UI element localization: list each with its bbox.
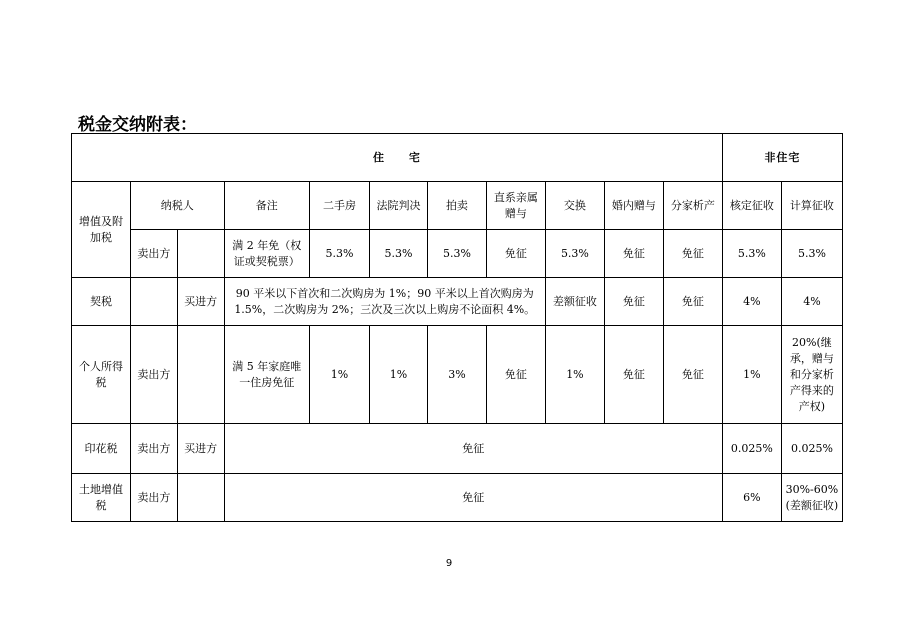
income-calculated-levy: 20%(继承，赠与和分家析产得来的产权) — [781, 326, 842, 424]
income-remark: 满 5 年家庭唯一住房免征 — [224, 326, 309, 424]
deed-row — [72, 278, 843, 326]
land-merged: 免征 — [224, 474, 722, 522]
land-buyer-empty — [177, 474, 224, 522]
residential-header: 住 宅 — [72, 134, 723, 182]
vat-family-split: 免征 — [663, 230, 722, 278]
stamp-merged: 免征 — [224, 424, 722, 474]
stamp-row — [72, 424, 843, 474]
income-marital-gift: 免征 — [604, 326, 663, 424]
vat-calculated-levy: 5.3% — [781, 230, 842, 278]
income-seller: 卖出方 — [130, 326, 177, 424]
deed-buyer: 买进方 — [177, 278, 224, 326]
page-number: 9 — [445, 558, 453, 569]
deed-verified-levy: 4% — [722, 278, 781, 326]
vat-exchange: 5.3% — [545, 230, 604, 278]
land-name: 土地增值税 — [72, 474, 131, 522]
tax-table — [71, 133, 843, 522]
stamp-name: 印花税 — [72, 424, 131, 474]
deed-seller-empty — [130, 278, 177, 326]
deed-name: 契税 — [72, 278, 131, 326]
income-buyer-empty — [177, 326, 224, 424]
vat-seller: 卖出方 — [130, 230, 177, 278]
income-second-hand: 1% — [309, 326, 369, 424]
income-exchange: 1% — [545, 326, 604, 424]
court-header: 法院判决 — [369, 182, 427, 230]
vat-auction: 5.3% — [427, 230, 486, 278]
verified-levy-header: 核定征收 — [722, 182, 781, 230]
calculated-levy-header: 计算征收 — [781, 182, 842, 230]
income-row — [72, 326, 843, 424]
vat-row — [72, 230, 843, 278]
taxpayer-header: 纳税人 — [130, 182, 224, 230]
land-verified-levy: 6% — [722, 474, 781, 522]
stamp-calculated-levy: 0.025% — [781, 424, 842, 474]
land-seller: 卖出方 — [130, 474, 177, 522]
deed-exchange: 差额征收 — [545, 278, 604, 326]
stamp-buyer: 买进方 — [177, 424, 224, 474]
family-split-header: 分家析产 — [663, 182, 722, 230]
subheader-row — [72, 182, 843, 230]
income-auction: 3% — [427, 326, 486, 424]
deed-calculated-levy: 4% — [781, 278, 842, 326]
deed-family-split: 免征 — [663, 278, 722, 326]
vat-buyer-empty — [177, 230, 224, 278]
vat-name: 增值及附加税 — [72, 182, 131, 278]
remarks-header: 备注 — [224, 182, 309, 230]
second-hand-header: 二手房 — [309, 182, 369, 230]
stamp-verified-levy: 0.025% — [722, 424, 781, 474]
vat-court: 5.3% — [369, 230, 427, 278]
vat-verified-levy: 5.3% — [722, 230, 781, 278]
land-row — [72, 474, 843, 522]
deed-marital-gift: 免征 — [604, 278, 663, 326]
land-calculated-levy: 30%-60%(差额征收) — [781, 474, 842, 522]
auction-header: 拍卖 — [427, 182, 486, 230]
income-family-split: 免征 — [663, 326, 722, 424]
deed-merged-note: 90 平米以下首次和二次购房为 1%；90 平米以上首次购房为 1.5%，二次购房为 2%；三次及三次以上购房不论面积 4%。 — [224, 278, 545, 326]
exchange-header: 交换 — [545, 182, 604, 230]
vat-direct-relative-gift: 免征 — [486, 230, 545, 278]
income-name: 个人所得税 — [72, 326, 131, 424]
non-residential-header: 非住宅 — [722, 134, 842, 182]
income-direct-relative-gift: 免征 — [486, 326, 545, 424]
header-row — [72, 134, 843, 182]
document-title: 税金交纳附表： — [78, 115, 197, 135]
stamp-seller: 卖出方 — [130, 424, 177, 474]
vat-second-hand: 5.3% — [309, 230, 369, 278]
vat-marital-gift: 免征 — [604, 230, 663, 278]
marital-gift-header: 婚内赠与 — [604, 182, 663, 230]
vat-remark: 满 2 年免（权证或契税票） — [224, 230, 309, 278]
income-court: 1% — [369, 326, 427, 424]
income-verified-levy: 1% — [722, 326, 781, 424]
direct-relative-gift-header: 直系亲属赠与 — [486, 182, 545, 230]
